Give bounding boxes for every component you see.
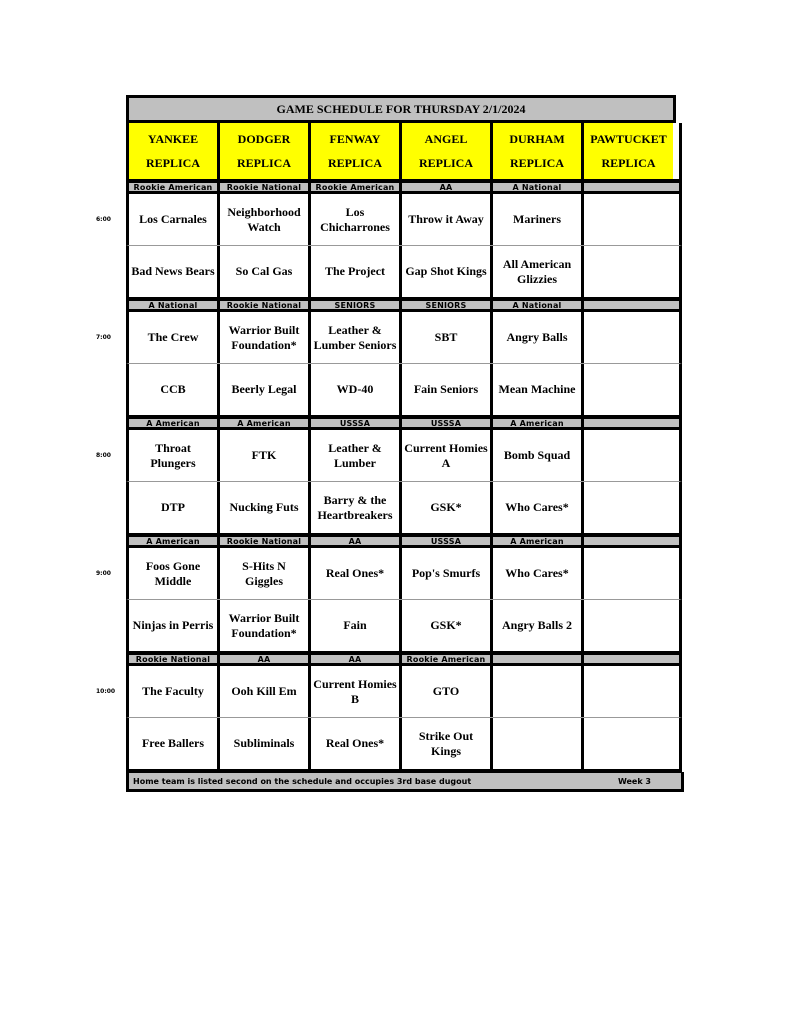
- team-cell: Mean Machine: [493, 364, 584, 415]
- division-label: A American: [493, 537, 584, 545]
- team-cell: Free Ballers: [129, 718, 220, 769]
- team-cell: Foos Gone Middle: [129, 548, 220, 599]
- division-label: A American: [493, 419, 584, 427]
- team-cell: CCB: [129, 364, 220, 415]
- division-label: [584, 537, 673, 545]
- team-cell: Leather & Lumber Seniors: [311, 312, 402, 363]
- time-slot-label: 8:00: [96, 452, 111, 459]
- team-cell: [584, 718, 673, 769]
- team-cell: Real Ones*: [311, 548, 402, 599]
- team-cell: [584, 666, 673, 717]
- division-label: SENIORS: [311, 301, 402, 309]
- division-label: AA: [311, 537, 402, 545]
- team-cell: GTO: [402, 666, 493, 717]
- home-team-note: Home team is listed second on the schedule and occupies 3rd base dugout: [133, 776, 472, 786]
- division-row: [92, 418, 677, 430]
- team-cell: [584, 246, 673, 297]
- game-row: [92, 246, 677, 300]
- team-cell: S-Hits N Giggles: [220, 548, 311, 599]
- field-subtitle: REPLICA: [418, 156, 473, 170]
- team-cell: The Faculty: [129, 666, 220, 717]
- division-label: A National: [129, 301, 220, 309]
- team-cell: Nucking Futs: [220, 482, 311, 533]
- field-header-row: [92, 123, 677, 182]
- game-row: [92, 312, 677, 364]
- team-cell: Fain Seniors: [402, 364, 493, 415]
- division-label: [584, 419, 673, 427]
- team-cell: FTK: [220, 430, 311, 481]
- field-name: FENWAY: [329, 132, 381, 146]
- team-cell: Ninjas in Perris: [129, 600, 220, 651]
- game-row: [92, 600, 677, 654]
- team-cell: [584, 312, 673, 363]
- field-subtitle: REPLICA: [327, 156, 382, 170]
- game-row: [92, 430, 677, 482]
- division-label: USSSA: [402, 419, 493, 427]
- division-label: SENIORS: [402, 301, 493, 309]
- division-label: A American: [220, 419, 311, 427]
- division-row: [92, 300, 677, 312]
- division-label: [584, 301, 673, 309]
- team-cell: [584, 430, 673, 481]
- field-header: [311, 123, 402, 179]
- division-label: A National: [493, 183, 584, 191]
- field-subtitle: REPLICA: [145, 156, 200, 170]
- field-subtitle: REPLICA: [236, 156, 291, 170]
- week-label: Week 3: [617, 776, 651, 786]
- schedule-blocks: [92, 182, 677, 772]
- division-row: [92, 654, 677, 666]
- team-cell: [493, 666, 584, 717]
- time-slot-label: 10:00: [96, 688, 116, 695]
- division-label: [584, 183, 673, 191]
- game-row: [92, 548, 677, 600]
- division-label: [584, 655, 673, 663]
- field-name: DURHAM: [509, 132, 565, 146]
- field-header: [402, 123, 493, 179]
- team-cell: [584, 364, 673, 415]
- time-slot-label: 9:00: [96, 570, 111, 577]
- team-cell: Throw it Away: [402, 194, 493, 245]
- team-cell: Who Cares*: [493, 482, 584, 533]
- field-name: DODGER: [237, 132, 291, 146]
- team-cell: Angry Balls 2: [493, 600, 584, 651]
- team-cell: So Cal Gas: [220, 246, 311, 297]
- team-cell: [584, 548, 673, 599]
- team-cell: GSK*: [402, 600, 493, 651]
- team-cell: SBT: [402, 312, 493, 363]
- team-cell: Bomb Squad: [493, 430, 584, 481]
- team-cell: GSK*: [402, 482, 493, 533]
- team-cell: Warrior Built Foundation*: [220, 600, 311, 651]
- division-label: [493, 655, 584, 663]
- division-label: Rookie American: [402, 655, 493, 663]
- team-cell: Gap Shot Kings: [402, 246, 493, 297]
- game-row: [92, 364, 677, 418]
- field-name: PAWTUCKET: [590, 132, 667, 146]
- division-label: Rookie National: [220, 301, 311, 309]
- time-slot-label: 7:00: [96, 334, 111, 341]
- team-cell: Leather & Lumber: [311, 430, 402, 481]
- division-label: A American: [129, 419, 220, 427]
- division-label: USSSA: [402, 537, 493, 545]
- division-label: Rookie American: [129, 183, 220, 191]
- team-cell: Beerly Legal: [220, 364, 311, 415]
- field-header: [129, 123, 220, 179]
- team-cell: Los Carnales: [129, 194, 220, 245]
- division-label: AA: [311, 655, 402, 663]
- division-label: A American: [129, 537, 220, 545]
- game-row: [92, 194, 677, 246]
- schedule-footer: [126, 772, 684, 792]
- team-cell: Throat Plungers: [129, 430, 220, 481]
- team-cell: [493, 718, 584, 769]
- team-cell: Current Homies A: [402, 430, 493, 481]
- team-cell: Barry & the Heartbreakers: [311, 482, 402, 533]
- field-header: [220, 123, 311, 179]
- team-cell: Mariners: [493, 194, 584, 245]
- time-slot-label: 6:00: [96, 216, 111, 223]
- division-label: A National: [493, 301, 584, 309]
- team-cell: Strike Out Kings: [402, 718, 493, 769]
- team-cell: Who Cares*: [493, 548, 584, 599]
- team-cell: The Crew: [129, 312, 220, 363]
- division-label: AA: [220, 655, 311, 663]
- team-cell: Real Ones*: [311, 718, 402, 769]
- division-label: USSSA: [311, 419, 402, 427]
- team-cell: [584, 600, 673, 651]
- team-cell: Neighborhood Watch: [220, 194, 311, 245]
- game-row: [92, 666, 677, 718]
- schedule-sheet: [92, 95, 677, 792]
- team-cell: Subliminals: [220, 718, 311, 769]
- team-cell: Current Homies B: [311, 666, 402, 717]
- field-subtitle: REPLICA: [601, 156, 656, 170]
- field-subtitle: REPLICA: [509, 156, 564, 170]
- division-row: [92, 182, 677, 194]
- team-cell: DTP: [129, 482, 220, 533]
- team-cell: Ooh Kill Em: [220, 666, 311, 717]
- division-label: AA: [402, 183, 493, 191]
- team-cell: Pop's Smurfs: [402, 548, 493, 599]
- team-cell: Los Chicharrones: [311, 194, 402, 245]
- division-label: Rookie American: [311, 183, 402, 191]
- team-cell: The Project: [311, 246, 402, 297]
- team-cell: Angry Balls: [493, 312, 584, 363]
- field-name: ANGEL: [424, 132, 468, 146]
- division-label: Rookie National: [220, 183, 311, 191]
- team-cell: Warrior Built Foundation*: [220, 312, 311, 363]
- schedule-title: GAME SCHEDULE FOR THURSDAY 2/1/2024: [126, 95, 676, 123]
- team-cell: All American Glizzies: [493, 246, 584, 297]
- team-cell: WD-40: [311, 364, 402, 415]
- division-label: Rookie National: [129, 655, 220, 663]
- division-row: [92, 536, 677, 548]
- team-cell: [584, 482, 673, 533]
- division-label: Rookie National: [220, 537, 311, 545]
- field-header: [584, 123, 673, 179]
- game-row: [92, 482, 677, 536]
- team-cell: Bad News Bears: [129, 246, 220, 297]
- field-header: [493, 123, 584, 179]
- field-name: YANKEE: [147, 132, 199, 146]
- game-row: [92, 718, 677, 772]
- team-cell: [584, 194, 673, 245]
- team-cell: Fain: [311, 600, 402, 651]
